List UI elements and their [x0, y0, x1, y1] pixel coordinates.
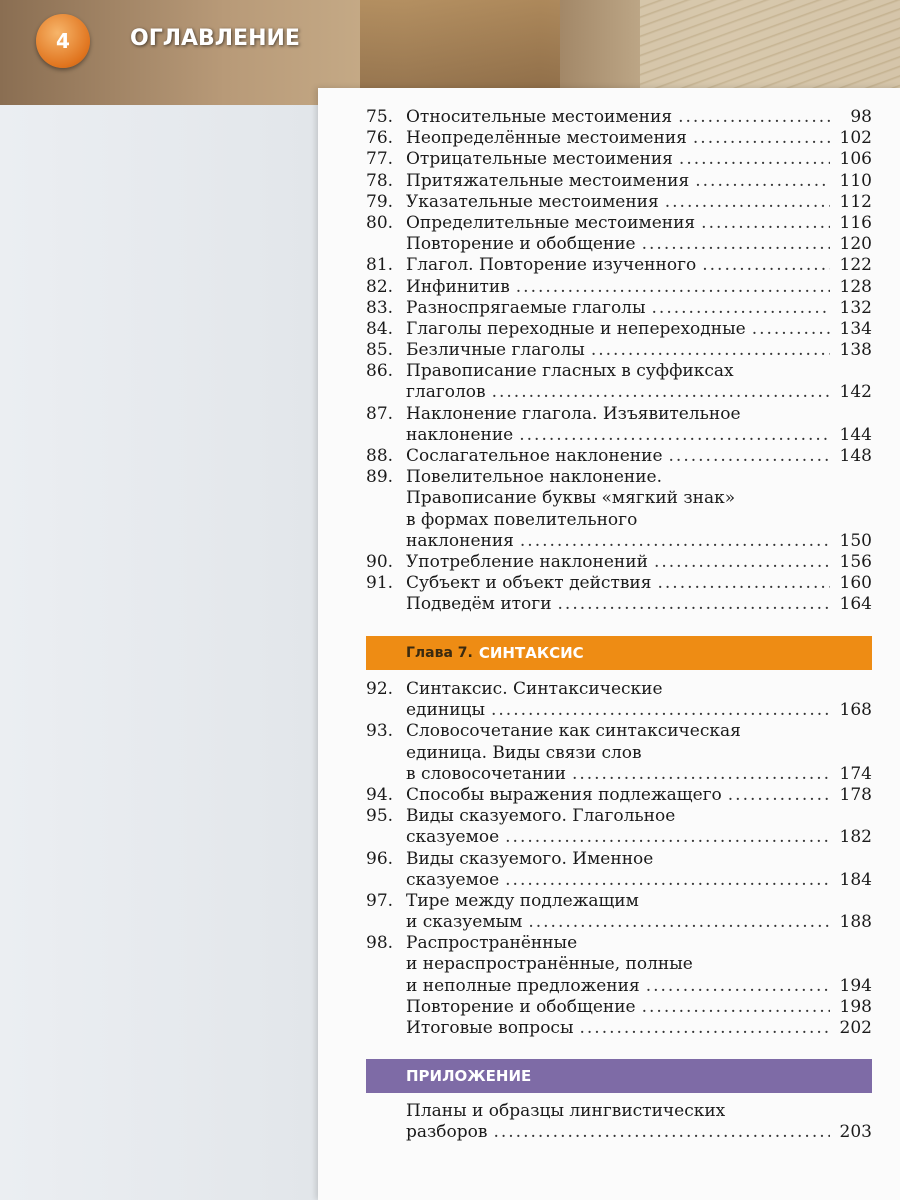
toc-leader-dots — [528, 912, 830, 933]
toc-leader-dots — [519, 425, 830, 446]
toc-title: Подведём итоги — [406, 594, 552, 615]
toc-page-number: 160 — [839, 573, 872, 594]
toc-leader-dots — [642, 234, 830, 255]
toc-row — [366, 382, 872, 403]
toc-title: Глаголы переходные и непереходные — [406, 318, 746, 339]
chapter-7-name: СИНТАКСИС — [478, 644, 584, 662]
toc-leader-dots — [678, 107, 830, 128]
toc-title: Повторение и обобщение — [406, 234, 636, 255]
toc-row — [366, 340, 872, 361]
toc-title: Указательные местоимения — [406, 191, 659, 212]
toc-row — [366, 107, 872, 128]
toc-title: единица. Виды связи слов — [406, 742, 642, 763]
toc-leader-dots — [520, 531, 830, 552]
toc-row — [366, 1101, 872, 1122]
toc-number: 75. — [366, 107, 394, 127]
toc-page-number: 164 — [839, 594, 872, 615]
toc-row — [366, 149, 872, 170]
toc-leader-dots — [505, 827, 830, 848]
toc-title: Планы и образцы лингвистических — [406, 1101, 726, 1121]
toc-row — [366, 192, 872, 213]
toc-leader-dots — [579, 1018, 830, 1039]
toc-number: 89. — [366, 467, 394, 488]
toc-leader-dots — [572, 764, 830, 785]
toc-page-number: 182 — [839, 827, 872, 848]
toc-page-number: 110 — [839, 170, 872, 191]
toc-page-number: 106 — [839, 149, 872, 170]
toc-title: Инфинитив — [406, 276, 510, 297]
toc-title: Субъект и объект действия — [406, 573, 652, 594]
toc-row — [366, 891, 872, 912]
toc-row — [366, 976, 872, 997]
toc-title: Повторение и обобщение — [406, 996, 636, 1017]
toc-section-1 — [366, 107, 872, 616]
toc-row — [366, 298, 872, 319]
toc-title: и сказуемым — [406, 912, 523, 933]
toc-number: 77. — [366, 149, 394, 170]
toc-number: 78. — [366, 170, 394, 191]
toc-leader-dots — [591, 340, 830, 361]
toc-title: Правописание гласных в суффиксах — [406, 361, 734, 382]
toc-row — [366, 171, 872, 192]
toc-row — [366, 1018, 872, 1039]
toc-row — [366, 234, 872, 255]
page-title: ОГЛАВЛЕНИЕ — [130, 26, 300, 51]
toc-row — [366, 679, 872, 700]
toc-title: Итоговые вопросы — [406, 1018, 574, 1038]
chapter-7-header — [366, 636, 872, 670]
toc-row — [366, 425, 872, 446]
toc-title: Распространённые — [406, 933, 578, 954]
toc-leader-dots — [657, 573, 830, 594]
toc-row — [366, 933, 872, 954]
toc-page-number: 156 — [839, 551, 872, 572]
toc-leader-dots — [516, 277, 830, 298]
toc-row — [366, 1122, 872, 1143]
toc-section-2 — [366, 679, 872, 1039]
toc-title: Отрицательные местоимения — [406, 149, 673, 170]
toc-title: Определительные местоимения — [406, 212, 696, 233]
toc-title: Безличные глаголы — [406, 340, 585, 361]
toc-row — [366, 552, 872, 573]
toc-row — [366, 806, 872, 827]
toc-row — [366, 764, 872, 785]
toc-leader-dots — [492, 382, 830, 403]
toc-row — [366, 870, 872, 891]
toc-title: Тире между подлежащим — [406, 890, 639, 911]
toc-title: наклонения — [406, 530, 514, 551]
toc-row — [366, 573, 872, 594]
toc-row — [366, 467, 872, 488]
toc-leader-dots — [752, 319, 830, 340]
toc-page-number: 138 — [839, 340, 872, 361]
toc-title: Виды сказуемого. Именное — [406, 848, 654, 869]
toc-page-number: 122 — [839, 255, 872, 276]
toc-leader-dots — [654, 552, 830, 573]
toc-number: 96. — [366, 848, 394, 869]
toc-row — [366, 446, 872, 467]
toc-title: Правописание буквы «мягкий знак» — [406, 488, 736, 509]
toc-page-number: 148 — [839, 446, 872, 466]
toc-section-3 — [366, 1101, 872, 1143]
toc-page-number: 202 — [839, 1018, 872, 1038]
toc-title: разборов — [406, 1122, 488, 1143]
toc-page-number: 198 — [839, 996, 872, 1017]
toc-page-number: 178 — [839, 784, 872, 805]
toc-page-number: 132 — [839, 297, 872, 318]
page-number-badge: 4 — [36, 14, 90, 68]
header-manuscript-image — [640, 0, 900, 95]
toc-page-number: 128 — [839, 276, 872, 297]
toc-row — [366, 827, 872, 848]
toc-leader-dots — [665, 192, 830, 213]
toc-title: Способы выражения подлежащего — [406, 784, 722, 805]
toc-number: 91. — [366, 573, 394, 594]
toc-title: Наклонение глагола. Изъявительное — [406, 403, 741, 424]
toc-number: 84. — [366, 318, 394, 339]
toc-row — [366, 128, 872, 149]
toc-title: наклонение — [406, 424, 514, 445]
toc-page-number: 144 — [839, 424, 872, 445]
header-fresco-image — [360, 0, 560, 95]
toc-number: 90. — [366, 551, 394, 572]
toc-number: 86. — [366, 361, 394, 382]
toc-title: сказуемое — [406, 827, 500, 848]
toc-title: Синтаксис. Синтаксические — [406, 679, 663, 699]
toc-title: Разноспрягаемые глаголы — [406, 297, 646, 318]
toc-leader-dots — [493, 1122, 830, 1143]
toc-title: и нераспространённые, полные — [406, 954, 693, 975]
toc-page-number: 98 — [850, 107, 872, 127]
toc-title: Притяжательные местоимения — [406, 170, 690, 191]
toc-leader-dots — [728, 785, 830, 806]
toc-number: 95. — [366, 806, 394, 827]
toc-page-number: 203 — [839, 1122, 872, 1143]
toc-title: в словосочетании — [406, 763, 566, 784]
toc-row — [366, 213, 872, 234]
toc-number: 92. — [366, 679, 394, 699]
toc-number: 81. — [366, 255, 394, 276]
toc-page-number: 116 — [839, 212, 872, 233]
toc-row — [366, 594, 872, 615]
toc-title: Неопределённые местоимения — [406, 128, 687, 149]
toc-row — [366, 319, 872, 340]
toc-leader-dots — [491, 700, 830, 721]
toc-title: Виды сказуемого. Глагольное — [406, 806, 676, 827]
toc-title: Глагол. Повторение изученного — [406, 255, 697, 276]
toc-leader-dots — [679, 149, 830, 170]
toc-row — [366, 488, 872, 509]
toc-row — [366, 700, 872, 721]
toc-row — [366, 277, 872, 298]
toc-row — [366, 785, 872, 806]
toc-page-number: 142 — [839, 382, 872, 403]
toc-leader-dots — [652, 298, 830, 319]
toc-title: и неполные предложения — [406, 975, 640, 996]
toc-row — [366, 510, 872, 531]
toc-number: 80. — [366, 212, 394, 233]
toc-number: 88. — [366, 446, 394, 466]
toc-leader-dots — [695, 171, 830, 192]
chapter-7-label: Глава 7. — [406, 645, 473, 661]
toc-number: 93. — [366, 721, 394, 742]
toc-title: Употребление наклонений — [406, 551, 648, 572]
toc-number: 97. — [366, 890, 394, 911]
toc-row — [366, 997, 872, 1018]
toc-row — [366, 721, 872, 742]
toc-leader-dots — [702, 255, 830, 276]
toc-number: 76. — [366, 128, 394, 149]
toc-title: Сослагательное наклонение — [406, 446, 663, 466]
toc-row — [366, 912, 872, 933]
toc-row — [366, 404, 872, 425]
toc-number: 79. — [366, 191, 394, 212]
toc-leader-dots — [669, 446, 830, 467]
toc-number: 82. — [366, 276, 394, 297]
toc-page-number: 150 — [839, 530, 872, 551]
appendix-name: ПРИЛОЖЕНИЕ — [406, 1067, 532, 1085]
toc-page-number: 120 — [839, 234, 872, 255]
toc-page-number: 168 — [839, 700, 872, 721]
toc-row — [366, 954, 872, 975]
left-margin-area — [0, 105, 318, 1200]
toc-page-number: 102 — [839, 128, 872, 149]
toc-row — [366, 361, 872, 382]
toc-page-number: 194 — [839, 975, 872, 996]
toc-page-number: 112 — [839, 191, 872, 212]
toc-leader-dots — [646, 976, 830, 997]
toc-page-number: 184 — [839, 869, 872, 890]
toc-page-number: 134 — [839, 318, 872, 339]
toc-row — [366, 255, 872, 276]
toc-title: Повелительное наклонение. — [406, 467, 663, 488]
toc-leader-dots — [558, 594, 830, 615]
toc-title: единицы — [406, 700, 485, 721]
toc-row — [366, 849, 872, 870]
toc-number: 83. — [366, 297, 394, 318]
toc-leader-dots — [505, 870, 830, 891]
toc-title: сказуемое — [406, 869, 500, 890]
toc-number: 87. — [366, 403, 394, 424]
toc-leader-dots — [701, 213, 830, 234]
toc-number: 85. — [366, 340, 394, 361]
toc-row — [366, 743, 872, 764]
appendix-header — [366, 1059, 872, 1093]
toc-number: 98. — [366, 933, 394, 954]
toc-number: 94. — [366, 784, 394, 805]
toc-page-number: 188 — [839, 912, 872, 933]
toc-title: в формах повелительного — [406, 509, 638, 530]
toc-title: Относительные местоимения — [406, 107, 673, 127]
toc-leader-dots — [693, 128, 830, 149]
toc-page-number: 174 — [839, 763, 872, 784]
toc-title: Словосочетание как синтаксическая — [406, 721, 741, 742]
toc-title: глаголов — [406, 382, 486, 403]
toc-row — [366, 531, 872, 552]
toc-leader-dots — [642, 997, 830, 1018]
